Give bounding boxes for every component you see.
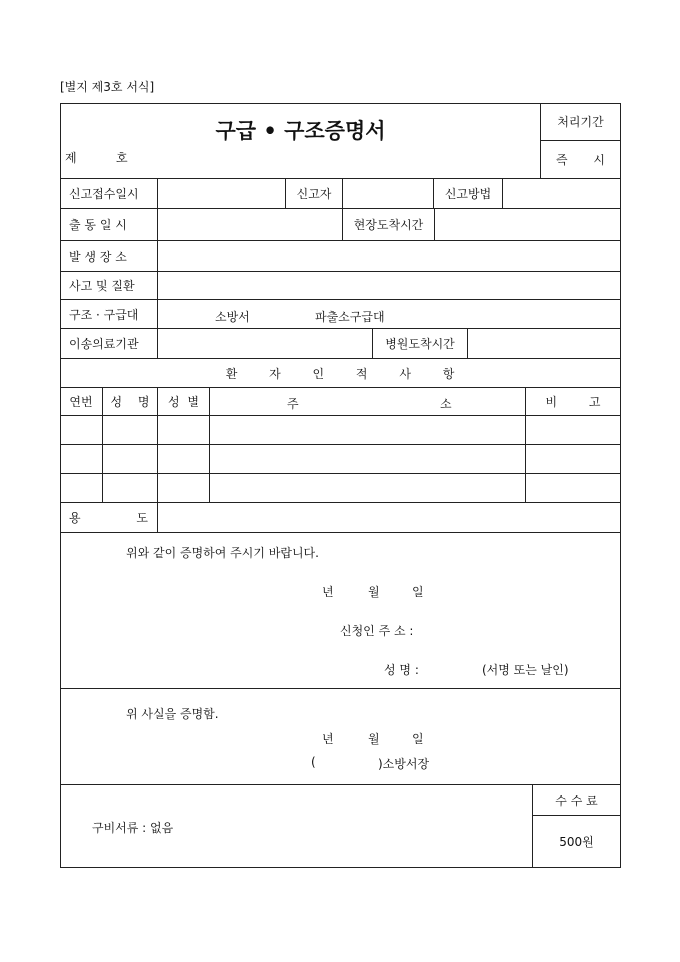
application-request-text: 위와 같이 증명하여 주시기 바랍니다. [126,546,319,560]
transfer-hospital-field[interactable] [158,329,373,359]
number-suffix: 호 [116,151,128,165]
dispatch-datetime-label: 출 동 일 시 [60,209,158,241]
purpose-field[interactable] [158,503,621,533]
table-row[interactable] [526,416,621,445]
certification-section [60,689,621,785]
table-row[interactable] [60,474,103,503]
received-datetime-label: 신고접수일시 [60,179,158,209]
table-row[interactable] [210,416,526,445]
transfer-hospital-label: 이송의료기관 [60,329,158,359]
purpose-label: 용 도 [60,503,158,533]
location-label: 발 생 장 소 [60,241,158,272]
certificate-form [60,103,621,868]
patient-col-address [210,388,526,416]
patient-col-gender: 성 별 [158,388,210,416]
table-row[interactable] [158,474,210,503]
received-datetime-field[interactable] [158,179,286,209]
accident-field[interactable] [158,272,621,300]
applicant-address-label: 신청인 주 소 : [340,624,414,638]
certification-text: 위 사실을 증명함. [126,707,219,721]
table-row[interactable] [103,474,158,503]
table-row[interactable] [60,416,103,445]
patient-col-address-right: 소 [440,397,452,411]
table-row[interactable] [60,445,103,474]
fire-chief-label: )소방서장 [378,757,430,771]
required-documents-text: 구비서류 : 없음 [92,821,174,835]
report-method-field[interactable] [503,179,621,209]
reporter-field[interactable] [343,179,434,209]
table-row[interactable] [210,474,526,503]
table-row[interactable] [526,445,621,474]
form-title: 구급 • 구조증명서 [215,118,386,143]
rescue-unit-label: 구조 · 구급대 [60,300,158,329]
application-date-month: 월 [368,585,380,599]
signature-note: (서명 또는 날인) [482,663,569,677]
fire-chief-open: ( [311,755,316,769]
fee-value: 500원 [533,816,621,868]
table-row[interactable] [103,416,158,445]
applicant-name-label: 성 명 : [384,663,419,677]
hospital-arrival-field[interactable] [468,329,621,359]
table-row[interactable] [210,445,526,474]
substation-label: 파출소구급대 [315,310,385,324]
patient-col-name: 성 명 [103,388,158,416]
accident-label: 사고 및 질환 [60,272,158,300]
reporter-label: 신고자 [286,179,343,209]
table-row[interactable] [526,474,621,503]
number-label: 제 [65,151,77,165]
certification-date-month: 월 [368,732,380,746]
patient-section-title: 환 자 인 적 사 항 [60,359,621,388]
arrival-time-field[interactable] [435,209,621,241]
table-row[interactable] [103,445,158,474]
application-date-day: 일 [412,585,424,599]
table-row[interactable] [158,416,210,445]
certification-date-day: 일 [412,732,424,746]
certification-date-year: 년 [322,732,334,746]
fee-label: 수 수 료 [533,785,621,816]
table-row[interactable] [158,445,210,474]
arrival-time-label: 현장도착시간 [343,209,435,241]
hospital-arrival-label: 병원도착시간 [373,329,468,359]
report-method-label: 신고방법 [434,179,503,209]
patient-col-number: 연번 [60,388,103,416]
processing-period-value: 즉 시 [541,141,621,179]
dispatch-datetime-field[interactable] [158,209,343,241]
fire-station-label: 소방서 [215,310,250,324]
location-field[interactable] [158,241,621,272]
patient-col-remarks: 비 고 [526,388,621,416]
form-number-label: [별지 제3호 서식] [60,80,155,94]
patient-col-address-left: 주 [287,397,299,411]
processing-period-label: 처리기간 [541,103,621,141]
application-date-year: 년 [322,585,334,599]
